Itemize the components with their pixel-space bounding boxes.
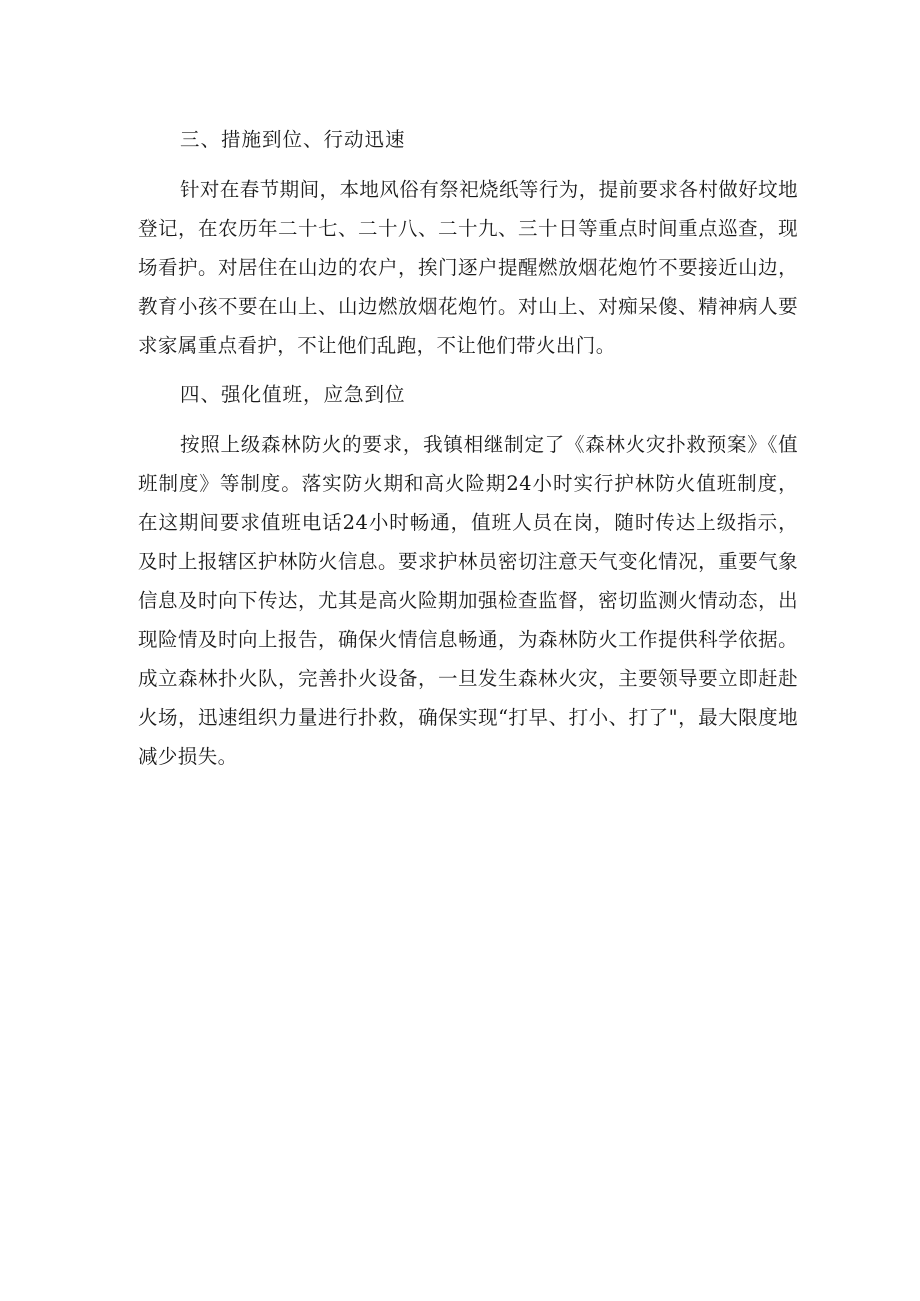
section-paragraph-4: 按照上级森林防火的要求，我镇相继制定了《森林火灾扑救预案》《值班制度》等制度。落实防火期和高火险期24小时实行护林防火值班制度，在这期间要求值班电话24小时畅通，值班人员在岗，随时传达上级指示，及时上报辖区护林防火信息。要求护林员密切注意天气变化情况，重要气象信息及时向下传达，尤其是高火险期加强检查监督，密切监测火情动态，出现险情及时向上报告，确保火情信息畅通，为森林防火工作提供科学依据。成立森林扑火队，完善扑火设备，一旦发生森林火灾，主要领导要立即赶赴火场，迅速组织力量进行扑救，确保实现“打早、打小、打了"，最大限度地减少损失。	[138, 433, 798, 768]
document-body	[138, 122, 798, 788]
section-heading-4: 四、强化值班，应急到位	[180, 383, 406, 406]
section-paragraph-3: 针对在春节期间，本地风俗有祭祀烧纸等行为，提前要求各村做好坟地登记，在农历年二十七、二十八、二十九、三十日等重点时间重点巡查，现场看护。对居住在山边的农户，挨门逐户提醒燃放烟花炮竹不要接近山边，教育小孩不要在山上、山边燃放烟花炮竹。对山上、对痴呆傻、精神病人要求家属重点看护，不让他们乱跑，不让他们带火出门。	[138, 178, 798, 357]
section-heading-3: 三、措施到位、行动迅速	[180, 128, 406, 151]
